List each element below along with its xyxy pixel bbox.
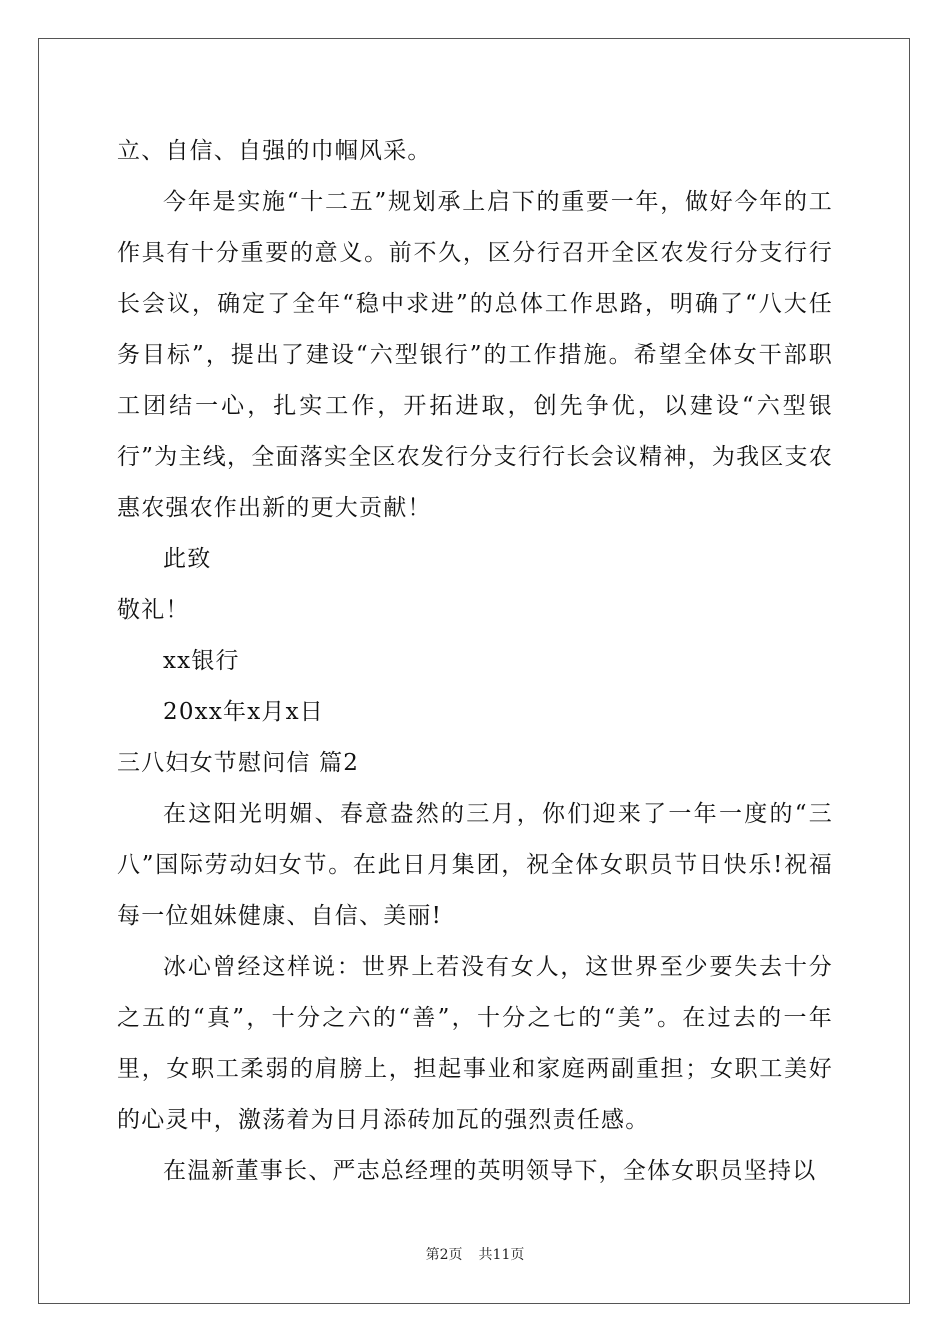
page-total: 共11页: [478, 1247, 525, 1263]
page-number: 第2页: [425, 1247, 463, 1263]
closing-regards: 敬礼！: [117, 597, 190, 623]
signature-date: 20xx年x月x日: [163, 699, 324, 725]
closing-salutation: 此致: [163, 546, 212, 572]
paragraph: 在温新董事长、严志总经理的英明领导下，全体女职员坚持以: [163, 1158, 817, 1184]
signature-sender: xx银行: [163, 648, 240, 674]
document-body: [117, 126, 833, 1197]
paragraph: 冰心曾经这样说：世界上若没有女人，这世界至少要失去十分之五的“真”，十分之六的“善”，十分之七的“美”。在过去的一年里，女职工柔弱的肩膀上，担起事业和家庭两副重担；女职工美好的心灵中，激荡着为日月添砖加瓦的强烈责任感。: [117, 954, 833, 1133]
paragraph: 在这阳光明媚、春意盎然的三月，你们迎来了一年一度的“三八”国际劳动妇女节。在此日月集团，祝全体女职员节日快乐!祝福每一位姐妹健康、自信、美丽!: [117, 801, 833, 929]
paragraph: 立、自信、自强的巾帼风采。: [117, 138, 432, 164]
section-heading: 三八妇女节慰问信 篇2: [117, 750, 360, 776]
paragraph: 今年是实施“十二五”规划承上启下的重要一年，做好今年的工作具有十分重要的意义。前不久，区分行召开全区农发行分支行行长会议，确定了全年“稳中求进”的总体工作思路，明确了“八大任务目标”，提出了建设“六型银行”的工作措施。希望全体女干部职工团结一心，扎实工作，开拓进取，创先争优，以建设“六型银行”为主线，全面落实全区农发行分支行行长会议精神，为我区支农惠农强农作出新的更大贡献！: [117, 189, 833, 521]
page-footer: [0, 1244, 950, 1264]
